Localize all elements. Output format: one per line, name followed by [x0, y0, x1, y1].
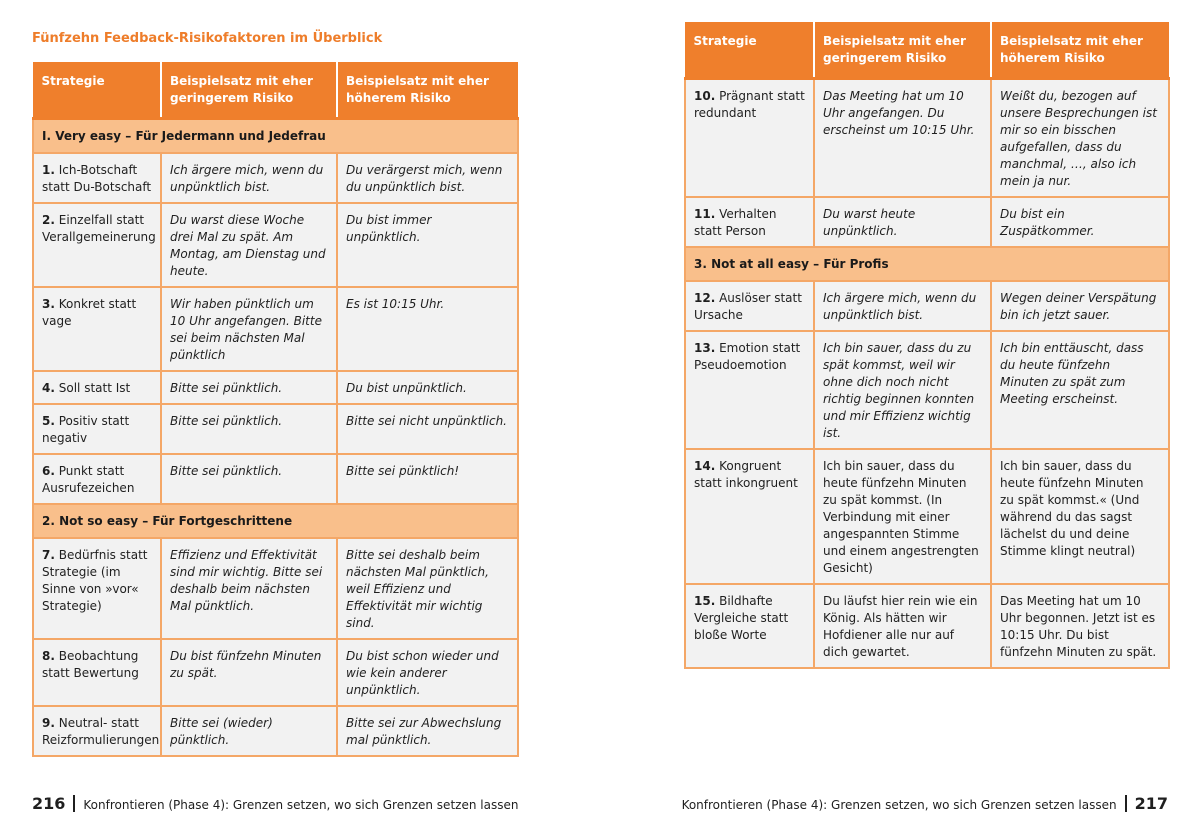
- strategy-cell: [685, 79, 814, 198]
- table-row: [685, 79, 1169, 198]
- high-risk-example: Bitte sei zur Abwechslung mal pünktlich.: [337, 706, 518, 756]
- low-risk-example: Bitte sei pünktlich.: [161, 454, 337, 504]
- section-row: [33, 504, 518, 538]
- low-risk-example: Du warst diese Woche drei Mal zu spät. Am Montag, am Dienstag und heute.: [161, 203, 337, 287]
- header-high-risk: Beispielsatz mit eher höherem Risiko: [991, 22, 1169, 79]
- strategy-text: Verhalten statt Person: [694, 207, 777, 238]
- low-risk-example: Du läufst hier rein wie ein König. Als hätten wir Hofdiener alle nur auf dich gewartet.: [814, 584, 991, 668]
- strategy-cell: [33, 454, 161, 504]
- table-header: [685, 22, 1169, 79]
- row-number: 9.: [42, 716, 55, 730]
- header-strategy: Strategie: [33, 62, 161, 119]
- row-number: 6.: [42, 464, 55, 478]
- row-number: 10.: [694, 89, 716, 103]
- strategy-text: Positiv statt negativ: [42, 414, 130, 445]
- row-number: 7.: [42, 548, 55, 562]
- row-number: 3.: [42, 297, 55, 311]
- row-number: 12.: [694, 291, 716, 305]
- row-number: 13.: [694, 341, 716, 355]
- row-number: 4.: [42, 381, 55, 395]
- high-risk-example: Bitte sei deshalb beim nächsten Mal pünktlich, weil Effizienz und Effektivität mir wichtig sind.: [337, 538, 518, 639]
- header-low-risk: Beispielsatz mit eher geringerem Risiko: [161, 62, 337, 119]
- row-number: 5.: [42, 414, 55, 428]
- table-row: [685, 281, 1169, 331]
- row-number: 11.: [694, 207, 716, 221]
- low-risk-example: Du bist fünfzehn Minuten zu spät.: [161, 639, 337, 706]
- strategy-cell: [33, 639, 161, 706]
- high-risk-example: Ich bin enttäuscht, dass du heute fünfzehn Minuten zu spät zum Meeting erscheinst.: [991, 331, 1169, 449]
- running-title-right: Konfrontieren (Phase 4): Grenzen setzen, wo sich Grenzen setzen lassen: [681, 798, 1117, 812]
- page-title: Fünfzehn Feedback-Risikofaktoren im Überblick: [32, 31, 383, 46]
- strategy-text: Prägnant statt redundant: [694, 89, 805, 120]
- strategy-text: Auslöser statt Ursache: [694, 291, 802, 322]
- high-risk-example: Du bist immer unpünktlich.: [337, 203, 518, 287]
- section-label: 2. Not so easy – Für Fortgeschrittene: [33, 504, 518, 538]
- strategy-text: Soll statt Ist: [58, 381, 131, 395]
- high-risk-example: Bitte sei pünktlich!: [337, 454, 518, 504]
- row-number: 1.: [42, 163, 55, 177]
- high-risk-example: Es ist 10:15 Uhr.: [337, 287, 518, 371]
- strategy-cell: [33, 404, 161, 454]
- table-row: [33, 706, 518, 756]
- low-risk-example: Ich bin sauer, dass du zu spät kommst, weil wir ohne dich noch nicht richtig beginnen konnten und mir Effizienz wichtig ist.: [814, 331, 991, 449]
- strategy-text: Ich-Botschaft statt Du-Botschaft: [42, 163, 152, 194]
- strategy-text: Punkt statt Ausrufezeichen: [42, 464, 135, 495]
- high-risk-example: Wegen deiner Verspätung bin ich jetzt sauer.: [991, 281, 1169, 331]
- strategy-cell: [33, 153, 161, 203]
- high-risk-example: Du bist schon wieder und wie kein anderer unpünktlich.: [337, 639, 518, 706]
- table-row: [33, 153, 518, 203]
- strategy-cell: [33, 203, 161, 287]
- footer-separator: [1125, 795, 1127, 812]
- low-risk-example: Ich ärgere mich, wenn du unpünktlich bist.: [161, 153, 337, 203]
- section-row: [33, 119, 518, 154]
- strategy-cell: [685, 331, 814, 449]
- strategy-cell: [33, 706, 161, 756]
- high-risk-example: Du bist ein Zuspätkommer.: [991, 197, 1169, 247]
- strategy-text: Neutral- statt Reizformulierungen: [42, 716, 160, 747]
- footer-left: [32, 794, 518, 813]
- high-risk-example: Du verärgerst mich, wenn du unpünktlich bist.: [337, 153, 518, 203]
- high-risk-example: Das Meeting hat um 10 Uhr begonnen. Jetzt ist es 10:15 Uhr. Du bist fünfzehn Minuten zu spät.: [991, 584, 1169, 668]
- low-risk-example: Das Meeting hat um 10 Uhr angefangen. Du erscheinst um 10:15 Uhr.: [814, 79, 991, 198]
- strategy-cell: [33, 371, 161, 404]
- strategy-cell: [33, 538, 161, 639]
- row-number: 2.: [42, 213, 55, 227]
- strategy-cell: [685, 584, 814, 668]
- table-row: [33, 287, 518, 371]
- high-risk-example: Du bist unpünktlich.: [337, 371, 518, 404]
- strategy-text: Einzelfall statt Verallgemeinerung: [42, 213, 156, 244]
- section-label: I. Very easy – Für Jedermann und Jedefrau: [33, 119, 518, 154]
- strategy-text: Konkret statt vage: [42, 297, 137, 328]
- footer-right: [682, 794, 1168, 813]
- table-row: [33, 404, 518, 454]
- table-row: [33, 538, 518, 639]
- strategy-text: Beobachtung statt Bewertung: [42, 649, 139, 680]
- table-header: [33, 62, 518, 119]
- low-risk-example: Bitte sei pünktlich.: [161, 404, 337, 454]
- row-number: 15.: [694, 594, 716, 608]
- low-risk-example: Du warst heute unpünktlich.: [814, 197, 991, 247]
- page-number-right: 217: [1134, 794, 1168, 813]
- header-high-risk: Beispielsatz mit eher höherem Risiko: [337, 62, 518, 119]
- table-row: [685, 197, 1169, 247]
- low-risk-example: Ich bin sauer, dass du heute fünfzehn Minuten zu spät kommst. (In Verbindung mit einer angespannten Stimme und einem angestrengten Gesicht): [814, 449, 991, 584]
- row-number: 8.: [42, 649, 55, 663]
- strategy-text: Bildhafte Vergleiche statt bloße Worte: [694, 594, 789, 642]
- table-row: [685, 584, 1169, 668]
- low-risk-example: Bitte sei (wieder) pünktlich.: [161, 706, 337, 756]
- running-title-left: Konfrontieren (Phase 4): Grenzen setzen, wo sich Grenzen setzen lassen: [83, 798, 519, 812]
- table-row: [33, 203, 518, 287]
- page-number-left: 216: [32, 794, 66, 813]
- section-label: 3. Not at all easy – Für Profis: [685, 247, 1169, 281]
- strategy-cell: [685, 281, 814, 331]
- section-row: [685, 247, 1169, 281]
- table-row: [33, 454, 518, 504]
- feedback-table-right: [684, 22, 1170, 669]
- high-risk-example: Ich bin sauer, dass du heute fünfzehn Minuten zu spät kommst.« (Und während du das sagst lächelst du und deine Stimme klingt neutral): [991, 449, 1169, 584]
- low-risk-example: Effizienz und Effektivität sind mir wichtig. Bitte sei deshalb beim nächsten Mal pünktlich.: [161, 538, 337, 639]
- header-low-risk: Beispielsatz mit eher geringerem Risiko: [814, 22, 991, 79]
- table-row: [685, 331, 1169, 449]
- low-risk-example: Wir haben pünktlich um 10 Uhr angefangen. Bitte sei beim nächsten Mal pünktlich: [161, 287, 337, 371]
- strategy-cell: [685, 197, 814, 247]
- row-number: 14.: [694, 459, 716, 473]
- header-strategy: Strategie: [685, 22, 814, 79]
- strategy-text: Bedürfnis statt Strategie (im Sinne von »vor« Strategie): [42, 548, 148, 613]
- low-risk-example: Ich ärgere mich, wenn du unpünktlich bist.: [814, 281, 991, 331]
- table-row: [33, 371, 518, 404]
- table-row: [685, 449, 1169, 584]
- strategy-cell: [33, 287, 161, 371]
- high-risk-example: Bitte sei nicht unpünktlich.: [337, 404, 518, 454]
- strategy-text: Emotion statt Pseudoemotion: [694, 341, 801, 372]
- feedback-table-left: [32, 62, 519, 757]
- high-risk-example: Weißt du, bezogen auf unsere Besprechungen ist mir so ein bisschen aufgefallen, dass du manchmal, …, also ich mein ja nur.: [991, 79, 1169, 198]
- footer-separator: [73, 795, 75, 812]
- low-risk-example: Bitte sei pünktlich.: [161, 371, 337, 404]
- strategy-cell: [685, 449, 814, 584]
- strategy-text: Kongruent statt inkongruent: [694, 459, 798, 490]
- table-row: [33, 639, 518, 706]
